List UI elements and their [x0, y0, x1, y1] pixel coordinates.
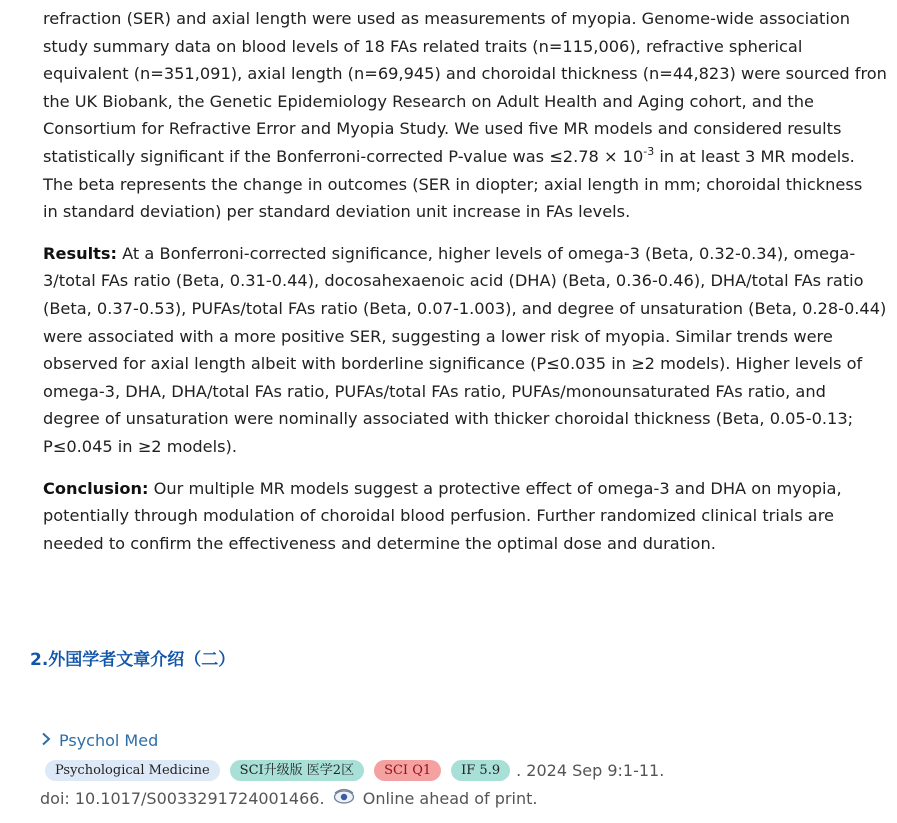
results-paragraph: [43, 240, 893, 461]
pvalue-suffix: in at least 3 MR models.: [654, 146, 855, 166]
results-line: P≤0.045 in ≥2 models).: [43, 436, 238, 456]
conclusion-text: Our multiple MR models suggest a protective effect of omega-3 and DHA on myopia,: [148, 478, 842, 498]
results-line: degree of unsaturation were nominally associated with thicker choroidal thickness (Beta, 0.05-0.13;: [43, 409, 854, 429]
methods-line: equivalent (n=351,091), axial length (n=69,945) and choroidal thickness (n=44,823) were sourced fron: [43, 64, 887, 84]
results-line: (Beta, 0.37-0.53), PUFAs/total FAs ratio (Beta, 0.07-1.003), and degree of unsaturation (Beta, 0.28-0.44): [43, 298, 887, 318]
journal-link[interactable]: Psychol Med: [59, 731, 159, 750]
methods-line: refraction (SER) and axial length were used as measurements of myopia. Genome-wide association: [43, 9, 851, 28]
pvalue-exponent: -3: [643, 144, 655, 158]
doi-text: doi: 10.1017/S0033291724001466.: [40, 789, 325, 808]
results-line: [43, 240, 893, 268]
methods-pvalue-line: [43, 143, 893, 171]
conclusion-line: potentially through modulation of choroidal blood perfusion. Further randomized clinical trials are: [43, 506, 834, 526]
journal-link-row[interactable]: [40, 731, 158, 750]
results-line: 3/total FAs ratio (Beta, 0.31-0.44), docosahexaenoic acid (DHA) (Beta, 0.36-0.46), DHA/total FAs ratio: [43, 271, 864, 291]
chevron-right-icon[interactable]: [40, 732, 54, 750]
conclusion-line: needed to confirm the effectiveness and determine the optimal dose and duration.: [43, 533, 716, 553]
results-label: Results:: [43, 243, 117, 263]
methods-paragraph: [43, 5, 893, 226]
results-line: observed for axial length albeit with borderline significance (P≤0.035 in ≥2 models). Higher levels of: [43, 354, 863, 374]
citation-badges: [45, 760, 664, 781]
methods-line: study summary data on blood levels of 18 FAs related traits (n=115,006), refractive spherical: [43, 36, 803, 56]
impact-factor-badge: IF 5.9: [451, 760, 510, 781]
journal-badge: Psychological Medicine: [45, 760, 220, 781]
quartile-badge: SCI Q1: [374, 760, 441, 781]
methods-line: in standard deviation) per standard deviation unit increase in FAs levels.: [43, 202, 631, 222]
citation-date: . 2024 Sep 9:1-11.: [516, 761, 665, 780]
abstract-body: [43, 5, 893, 557]
tier-badge: SCI升级版 医学2区: [230, 760, 364, 781]
section-heading: 2.外国学者文章介绍（二）: [30, 650, 236, 670]
conclusion-label: Conclusion:: [43, 478, 149, 498]
conclusion-line: [43, 475, 893, 503]
results-line: omega-3, DHA, DHA/total FAs ratio, PUFAs/total FAs ratio, PUFAs/monounsaturated FAs ratio, and: [43, 381, 826, 401]
methods-line: The beta represents the change in outcomes (SER in diopter; axial length in mm; choroidal thickness: [43, 174, 863, 194]
doi-row: [40, 788, 537, 810]
eye-icon: [333, 788, 355, 810]
publication-status: Online ahead of print.: [362, 789, 538, 808]
methods-line: the UK Biobank, the Genetic Epidemiology Research on Adult Health and Aging cohort, and the: [43, 91, 814, 111]
results-line: were associated with a more positive SER, suggesting a lower risk of myopia. Similar trends were: [43, 326, 833, 346]
conclusion-paragraph: [43, 475, 893, 558]
pvalue-prefix: statistically significant if the Bonferroni-corrected P-value was ≤2.78 × 10: [43, 146, 644, 166]
methods-line: Consortium for Refractive Error and Myopia Study. We used five MR models and considered results: [43, 119, 842, 139]
results-text: At a Bonferroni-corrected significance, higher levels of omega-3 (Beta, 0.32-0.34), omega-: [117, 243, 856, 263]
